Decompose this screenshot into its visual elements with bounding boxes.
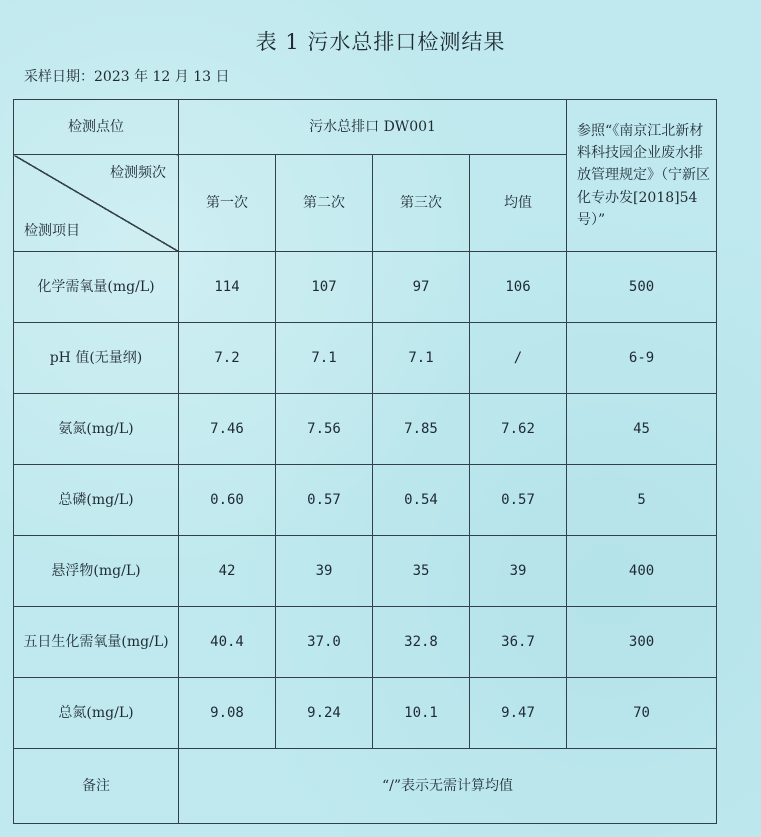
table-row bbox=[14, 394, 717, 465]
value-cell: 0.54 bbox=[373, 465, 470, 536]
value-cell: 37.0 bbox=[276, 607, 373, 678]
average-cell: 9.47 bbox=[470, 678, 567, 749]
table-title: 表 1 污水总排口检测结果 bbox=[255, 30, 506, 54]
limit-cell: 45 bbox=[567, 394, 717, 465]
time-header-2: 第二次 bbox=[276, 155, 373, 252]
value-cell: 7.1 bbox=[276, 323, 373, 394]
item-name: 五日生化需氧量(mg/L) bbox=[14, 607, 179, 678]
frequency-label: 检测频次 bbox=[110, 165, 166, 181]
table-row bbox=[14, 252, 717, 323]
limit-cell: 6-9 bbox=[567, 323, 717, 394]
value-cell: 0.57 bbox=[276, 465, 373, 536]
value-cell: 7.2 bbox=[179, 323, 276, 394]
value-cell: 97 bbox=[373, 252, 470, 323]
value-cell: 7.46 bbox=[179, 394, 276, 465]
average-cell: 36.7 bbox=[470, 607, 567, 678]
reference-standard: 参照“《南京江北新材料科技园企业废水排放管理规定》（宁新区化专办发[2018]54 号）” bbox=[567, 100, 717, 252]
value-cell: 114 bbox=[179, 252, 276, 323]
sampling-date: 采样日期：2023 年 12 月 13 日 bbox=[24, 69, 230, 85]
average-cell: 7.62 bbox=[470, 394, 567, 465]
value-cell: 40.4 bbox=[179, 607, 276, 678]
results-table bbox=[13, 99, 717, 824]
limit-cell: 400 bbox=[567, 536, 717, 607]
item-name: 悬浮物(mg/L) bbox=[14, 536, 179, 607]
limit-cell: 500 bbox=[567, 252, 717, 323]
value-cell: 9.08 bbox=[179, 678, 276, 749]
table-row bbox=[14, 465, 717, 536]
header-row-point bbox=[14, 100, 717, 155]
item-name: 总氮(mg/L) bbox=[14, 678, 179, 749]
value-cell: 42 bbox=[179, 536, 276, 607]
average-cell: / bbox=[470, 323, 567, 394]
limit-cell: 300 bbox=[567, 607, 717, 678]
value-cell: 32.8 bbox=[373, 607, 470, 678]
average-cell: 39 bbox=[470, 536, 567, 607]
point-value: 污水总排口 DW001 bbox=[179, 100, 567, 155]
remark-text: “/”表示无需计算均值 bbox=[179, 749, 717, 824]
remark-label: 备注 bbox=[14, 749, 179, 824]
value-cell: 39 bbox=[276, 536, 373, 607]
table-row bbox=[14, 607, 717, 678]
value-cell: 10.1 bbox=[373, 678, 470, 749]
item-name: pH 值(无量纲) bbox=[14, 323, 179, 394]
remark-row bbox=[14, 749, 717, 824]
table-row bbox=[14, 536, 717, 607]
item-label: 检测项目 bbox=[24, 222, 80, 239]
limit-cell: 70 bbox=[567, 678, 717, 749]
table-row bbox=[14, 323, 717, 394]
table-row bbox=[14, 678, 717, 749]
point-label: 检测点位 bbox=[14, 100, 179, 155]
time-header-1: 第一次 bbox=[179, 155, 276, 252]
value-cell: 9.24 bbox=[276, 678, 373, 749]
item-name: 化学需氧量(mg/L) bbox=[14, 252, 179, 323]
value-cell: 107 bbox=[276, 252, 373, 323]
time-header-3: 第三次 bbox=[373, 155, 470, 252]
average-cell: 106 bbox=[470, 252, 567, 323]
value-cell: 35 bbox=[373, 536, 470, 607]
diagonal-header-cell bbox=[14, 155, 179, 252]
value-cell: 0.60 bbox=[179, 465, 276, 536]
limit-cell: 5 bbox=[567, 465, 717, 536]
item-name: 氨氮(mg/L) bbox=[14, 394, 179, 465]
item-name: 总磷(mg/L) bbox=[14, 465, 179, 536]
time-header-average: 均值 bbox=[470, 155, 567, 252]
value-cell: 7.85 bbox=[373, 394, 470, 465]
average-cell: 0.57 bbox=[470, 465, 567, 536]
value-cell: 7.1 bbox=[373, 323, 470, 394]
value-cell: 7.56 bbox=[276, 394, 373, 465]
